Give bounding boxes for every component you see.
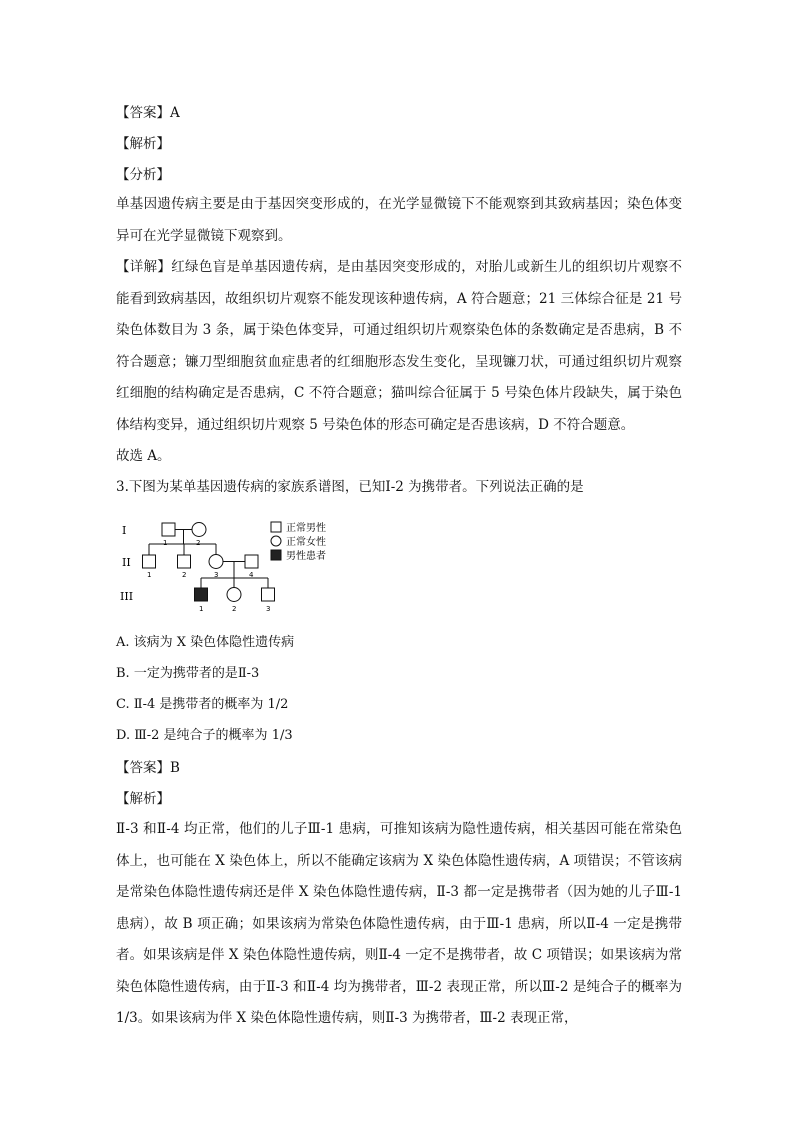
gen-label-3: III [120, 590, 134, 603]
gen3-num-2: 2 [232, 605, 237, 613]
gen2-female-3 [209, 555, 223, 569]
gen3-male-3 [262, 588, 275, 601]
gen3-female-2 [227, 588, 241, 602]
pedigree-chart [112, 514, 352, 620]
legend-normal-female: 正常女性 [286, 537, 326, 548]
gen2-male-2 [178, 555, 191, 568]
gen-label-2: II [122, 556, 131, 569]
q2-detail-text: 【详解】红绿色盲是单基因遗传病，是由基因突变形成的，对胎儿或新生儿的组织切片观察不能看到致病基因，故组织切片观察不能发现该种遗传病，A 符合题意；21 三体综合征是 21 号染色体数目为 3 条，属于染色体变异，可通过组织切片观察染色体的条数确定是否患病，B 不符合题意；镰刀型细胞贫血症患者的红细胞形态发生变化，呈现镰刀状，可通过组织切片观察红细胞的结构确定是否患病，C 不符合题意；猫叫综合征属于 5 号染色体片段缺失，属于染色体结构变异，通过组织切片观察 5 号染色体的形态可确定是否患该病，D 不符合题意。 [116, 259, 682, 433]
legend-affected-male-icon [271, 550, 281, 560]
q3-option-a: A. 该病为 X 染色体隐性遗传病 [116, 635, 295, 650]
gen2-num-1: 1 [147, 571, 152, 579]
gen2-num-2: 2 [182, 571, 187, 579]
gen3-affected-male-1 [195, 588, 208, 601]
gen2-num-3: 3 [214, 571, 219, 579]
legend-normal-female-icon [271, 536, 281, 546]
q3-option-d: D. Ⅲ-2 是纯合子的概率为 1/3 [116, 728, 293, 743]
q2-fenxi-text: 单基因遗传病主要是由于基因突变形成的，在光学显微镜下不能观察到其致病基因；染色体变异可在光学显微镜下观察到。 [116, 196, 682, 244]
q2-fenxi-label: 【分析】 [116, 167, 170, 183]
gen1-male-1 [162, 523, 175, 536]
q3-answer-label: 【答案】B [116, 760, 180, 776]
gen1-num-1: 1 [163, 539, 168, 547]
gen2-num-4: 4 [249, 571, 254, 579]
gen1-female-2 [192, 523, 206, 537]
legend-affected-male: 男性患者 [286, 551, 326, 562]
gen2-male-4 [245, 555, 258, 568]
q3-analysis-label: 【解析】 [116, 791, 170, 807]
gen2-male-1 [143, 555, 156, 568]
legend-normal-male-icon [271, 522, 281, 532]
gen3-num-3: 3 [266, 605, 271, 613]
q3-option-b: B. 一定为携带者的是Ⅱ-3 [116, 666, 260, 681]
q2-answer-label: 【答案】A [116, 105, 180, 121]
q2-conclusion: 故选 A。 [116, 448, 171, 464]
gen1-num-2: 2 [196, 539, 201, 547]
gen-label-1: I [122, 524, 127, 537]
legend-normal-male: 正常男性 [286, 523, 326, 534]
q2-analysis-label: 【解析】 [116, 136, 170, 152]
q3-option-c: C. Ⅱ-4 是携带者的概率为 1/2 [116, 697, 289, 712]
q3-analysis-text: Ⅱ-3 和Ⅱ-4 均正常，他们的儿子Ⅲ-1 患病，可推知该病为隐性遗传病，相关基因可能在常染色体上，也可能在 X 染色体上，所以不能确定该病为 X 染色体隐性遗传病，A 项错误；不管该病是常染色体隐性遗传病还是伴 X 染色体隐性遗传病，Ⅱ-3 都一定是携带者（因为她的儿子Ⅲ-1 患病），故 B 项正确；如果该病为常染色体隐性遗传病，由于Ⅲ-1 患病，所以Ⅱ-4 一定是携带者。如果该病是伴 X 染色体隐性遗传病，则Ⅱ-4 一定不是携带者，故 C 项错误；如果该病为常染色体隐性遗传病，由于Ⅱ-3 和Ⅱ-4 均为携带者，Ⅲ-2 表现正常，所以Ⅲ-2 是纯合子的概率为 1/3。如果该病为伴 X 染色体隐性遗传病，则Ⅱ-3 为携带者，Ⅲ-2 表现正常， [116, 821, 682, 1026]
gen3-num-1: 1 [199, 605, 204, 613]
q3-stem: 3.下图为某单基因遗传病的家族系谱图，已知Ⅰ-2 为携带者。下列说法正确的是 [116, 479, 584, 495]
